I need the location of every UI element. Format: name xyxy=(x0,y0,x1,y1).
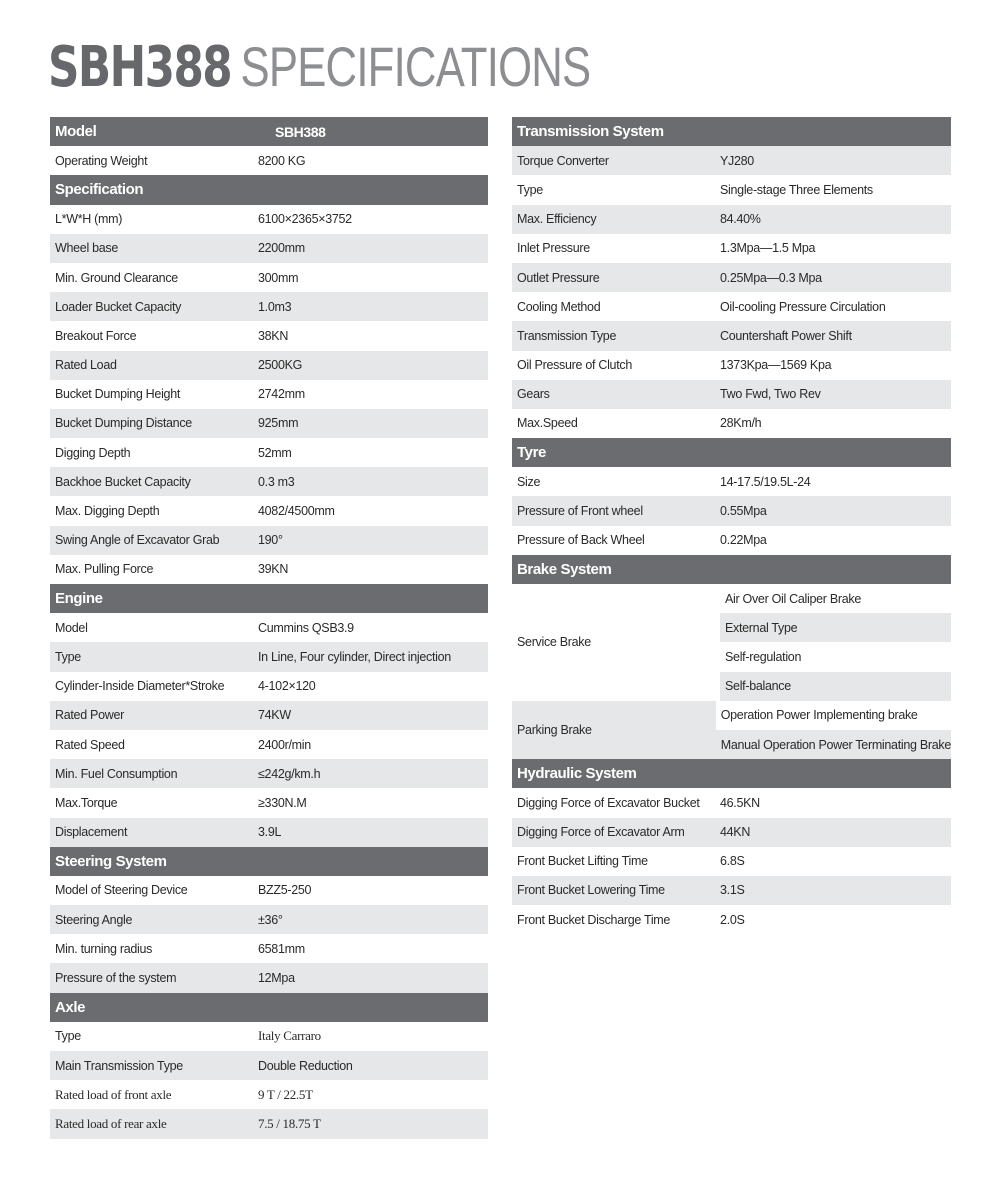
table-row xyxy=(50,788,488,817)
row-value: 8200 KG xyxy=(258,153,306,168)
spec-table-left xyxy=(50,117,488,1139)
table-row-group xyxy=(512,701,951,759)
row-label: Main Transmission Type xyxy=(55,1058,183,1073)
table-row xyxy=(50,263,488,292)
group-value: Manual Operation Power Terminating Brake xyxy=(716,730,951,759)
row-label: Bucket Dumping Height xyxy=(55,387,181,402)
row-value: 925mm xyxy=(258,416,299,431)
spec-table-right xyxy=(512,117,951,934)
row-label: Wheel base xyxy=(55,241,119,256)
row-label: Max. Digging Depth xyxy=(55,504,160,519)
row-label: Inlet Pressure xyxy=(517,241,590,256)
title-word: SPECIFICATIONS xyxy=(240,35,591,98)
group-value: Air Over Oil Caliper Brake xyxy=(725,591,861,606)
row-value: 190° xyxy=(258,533,283,548)
row-label: Max.Torque xyxy=(55,795,118,810)
table-row xyxy=(512,496,951,525)
table-row xyxy=(50,613,488,642)
section-title: Model xyxy=(55,123,97,141)
row-label: Oil Pressure of Clutch xyxy=(517,358,632,373)
table-row xyxy=(50,555,488,584)
table-row xyxy=(50,905,488,934)
row-label: Pressure of Back Wheel xyxy=(517,533,645,548)
row-value: BZZ5-250 xyxy=(258,883,312,898)
row-value: 39KN xyxy=(258,562,289,577)
row-label: Backhoe Bucket Capacity xyxy=(55,474,191,489)
table-row xyxy=(512,321,951,350)
table-row xyxy=(512,905,951,934)
row-label: Max. Efficiency xyxy=(517,212,597,227)
table-row xyxy=(50,467,488,496)
section-header xyxy=(50,117,488,146)
row-label: L*W*H (mm) xyxy=(55,212,123,227)
row-label: Transmission Type xyxy=(517,328,617,343)
section-title: Specification xyxy=(55,181,144,199)
table-row xyxy=(512,818,951,847)
row-label: Steering Angle xyxy=(55,912,133,927)
row-label: Cylinder-Inside Diameter*Stroke xyxy=(55,679,225,694)
table-row xyxy=(50,1022,488,1051)
group-values xyxy=(720,584,951,701)
row-label: Swing Angle of Excavator Grab xyxy=(55,533,220,548)
row-label: Rated Load xyxy=(55,358,117,373)
row-value: YJ280 xyxy=(720,153,754,168)
row-value: 38KN xyxy=(258,328,289,343)
row-label: Digging Force of Excavator Arm xyxy=(517,825,685,840)
row-value: 0.22Mpa xyxy=(720,533,767,548)
table-row xyxy=(50,730,488,759)
table-row xyxy=(50,438,488,467)
row-value: ≤242g/km.h xyxy=(258,766,321,781)
row-value: Italy Carraro xyxy=(258,1028,321,1044)
row-value: 52mm xyxy=(258,445,292,460)
row-value: 2400r/min xyxy=(258,737,311,752)
table-row xyxy=(512,467,951,496)
row-value: 74KW xyxy=(258,708,291,723)
table-row xyxy=(50,672,488,701)
row-value: 46.5KN xyxy=(720,795,760,810)
row-value: 4-102×120 xyxy=(258,679,316,694)
table-row-group xyxy=(512,584,951,701)
row-value: 0.55Mpa xyxy=(720,504,767,519)
row-value: 7.5 / 18.75 T xyxy=(258,1115,321,1131)
row-value: 44KN xyxy=(720,825,751,840)
section-axle xyxy=(50,993,488,1139)
row-value: 1.0m3 xyxy=(258,299,292,314)
section-specification xyxy=(50,175,488,584)
row-label: Displacement xyxy=(55,825,128,840)
row-label: Rated load of rear axle xyxy=(55,1115,167,1131)
row-value: 6100×2365×3752 xyxy=(258,212,352,227)
table-row xyxy=(50,876,488,905)
table-row xyxy=(50,963,488,992)
section-header-value: SBH388 xyxy=(275,123,326,140)
section-title: Axle xyxy=(55,998,86,1016)
row-label: Gears xyxy=(517,387,550,402)
table-row xyxy=(512,380,951,409)
table-row xyxy=(512,146,951,175)
table-row xyxy=(50,205,488,234)
group-label: Service Brake xyxy=(517,635,591,650)
table-row xyxy=(50,496,488,525)
row-label: Operating Weight xyxy=(55,153,148,168)
row-label: Min. turning radius xyxy=(55,941,153,956)
row-value: Two Fwd, Two Rev xyxy=(720,387,821,402)
table-row xyxy=(50,1080,488,1109)
table-row xyxy=(50,642,488,671)
table-row xyxy=(512,234,951,263)
row-value: ≥330N.M xyxy=(258,795,307,810)
table-row xyxy=(512,205,951,234)
section-title: Engine xyxy=(55,590,103,608)
row-label: Front Bucket Lowering Time xyxy=(517,883,665,898)
row-label: Min. Ground Clearance xyxy=(55,270,178,285)
table-row xyxy=(512,788,951,817)
row-label: Rated Power xyxy=(55,708,124,723)
row-label: Bucket Dumping Distance xyxy=(55,416,192,431)
row-value: 84.40% xyxy=(720,212,761,227)
section-header xyxy=(50,584,488,613)
row-value: 14-17.5/19.5L-24 xyxy=(720,474,811,489)
row-value: 3.1S xyxy=(720,883,745,898)
table-row xyxy=(50,292,488,321)
row-value: 4082/4500mm xyxy=(258,504,335,519)
section-steering xyxy=(50,847,488,993)
table-row xyxy=(512,847,951,876)
table-row xyxy=(50,321,488,350)
row-value: 0.3 m3 xyxy=(258,474,295,489)
section-title: Tyre xyxy=(517,444,546,462)
row-label: Outlet Pressure xyxy=(517,270,600,285)
section-header xyxy=(50,847,488,876)
row-label: Max. Pulling Force xyxy=(55,562,154,577)
row-value: Double Reduction xyxy=(258,1058,353,1073)
row-value: 9 T / 22.5T xyxy=(258,1086,313,1102)
row-label: Pressure of the system xyxy=(55,971,177,986)
section-header xyxy=(512,555,951,584)
table-row xyxy=(50,701,488,730)
group-value: Operation Power Implementing brake xyxy=(720,708,918,723)
table-row xyxy=(50,351,488,380)
section-title: Steering System xyxy=(55,852,167,870)
group-values xyxy=(716,701,951,759)
row-value: 2.0S xyxy=(720,912,745,927)
row-label: Rated Speed xyxy=(55,737,125,752)
row-value: 12Mpa xyxy=(258,971,295,986)
group-value: External Type xyxy=(720,613,951,642)
row-value: In Line, Four cylinder, Direct injection xyxy=(258,649,451,664)
row-label: Min. Fuel Consumption xyxy=(55,766,178,781)
section-brake xyxy=(512,555,951,759)
row-value: 2742mm xyxy=(258,387,305,402)
table-row xyxy=(50,409,488,438)
table-row xyxy=(50,818,488,847)
row-value: Cummins QSB3.9 xyxy=(258,620,354,635)
row-value: 2500KG xyxy=(258,358,303,373)
table-row xyxy=(50,1051,488,1080)
row-value: 6.8S xyxy=(720,854,745,869)
section-hydraulic xyxy=(512,759,951,934)
row-value: 1373Kpa—1569 Kpa xyxy=(720,358,832,373)
row-value: 3.9L xyxy=(258,825,282,840)
table-row xyxy=(512,409,951,438)
row-value: 2200mm xyxy=(258,241,305,256)
section-tyre xyxy=(512,438,951,555)
table-row xyxy=(50,526,488,555)
table-row xyxy=(50,934,488,963)
section-title: Brake System xyxy=(517,560,612,578)
table-row xyxy=(512,526,951,555)
table-row xyxy=(512,175,951,204)
row-value: Single-stage Three Elements xyxy=(720,182,873,197)
section-header xyxy=(512,438,951,467)
table-row xyxy=(512,292,951,321)
section-title: Hydraulic System xyxy=(517,765,637,783)
title-model: SBH388 xyxy=(48,35,232,100)
row-label: Digging Depth xyxy=(55,445,131,460)
row-label: Type xyxy=(55,649,81,664)
row-label: Breakout Force xyxy=(55,328,137,343)
row-label: Size xyxy=(517,474,541,489)
row-label: Type xyxy=(55,1029,81,1044)
row-label: Cooling Method xyxy=(517,299,601,314)
row-label: Type xyxy=(517,182,543,197)
row-label: Model xyxy=(55,620,88,635)
section-header xyxy=(512,759,951,788)
row-label: Torque Converter xyxy=(517,153,609,168)
row-label: Rated load of front axle xyxy=(55,1086,172,1102)
row-value: Oil-cooling Pressure Circulation xyxy=(720,299,886,314)
table-row xyxy=(512,876,951,905)
table-row xyxy=(50,380,488,409)
group-label: Parking Brake xyxy=(512,701,716,759)
row-label: Digging Force of Excavator Bucket xyxy=(517,795,700,810)
row-value: ±36° xyxy=(258,912,283,927)
section-transmission xyxy=(512,117,951,438)
section-title: Transmission System xyxy=(517,123,664,141)
row-label: Front Bucket Lifting Time xyxy=(517,854,648,869)
group-value: Self-regulation xyxy=(725,649,802,664)
row-label: Max.Speed xyxy=(517,416,578,431)
table-row xyxy=(50,759,488,788)
section-header xyxy=(50,175,488,204)
table-row xyxy=(512,351,951,380)
row-value: 6581mm xyxy=(258,941,305,956)
row-label: Model of Steering Device xyxy=(55,883,188,898)
row-value: 300mm xyxy=(258,270,299,285)
table-row xyxy=(50,146,488,175)
row-value: 1.3Mpa—1.5 Mpa xyxy=(720,241,816,256)
table-row xyxy=(512,263,951,292)
row-value: Countershaft Power Shift xyxy=(720,328,852,343)
section-header xyxy=(50,993,488,1022)
row-label: Loader Bucket Capacity xyxy=(55,299,182,314)
row-value: 0.25Mpa—0.3 Mpa xyxy=(720,270,822,285)
table-row xyxy=(50,234,488,263)
section-model xyxy=(50,117,488,175)
section-header xyxy=(512,117,951,146)
page-title xyxy=(48,34,591,100)
row-label: Pressure of Front wheel xyxy=(517,504,643,519)
table-row xyxy=(50,1109,488,1138)
section-engine xyxy=(50,584,488,847)
row-value: 28Km/h xyxy=(720,416,762,431)
group-value: Self-balance xyxy=(720,672,951,701)
row-label: Front Bucket Discharge Time xyxy=(517,912,671,927)
